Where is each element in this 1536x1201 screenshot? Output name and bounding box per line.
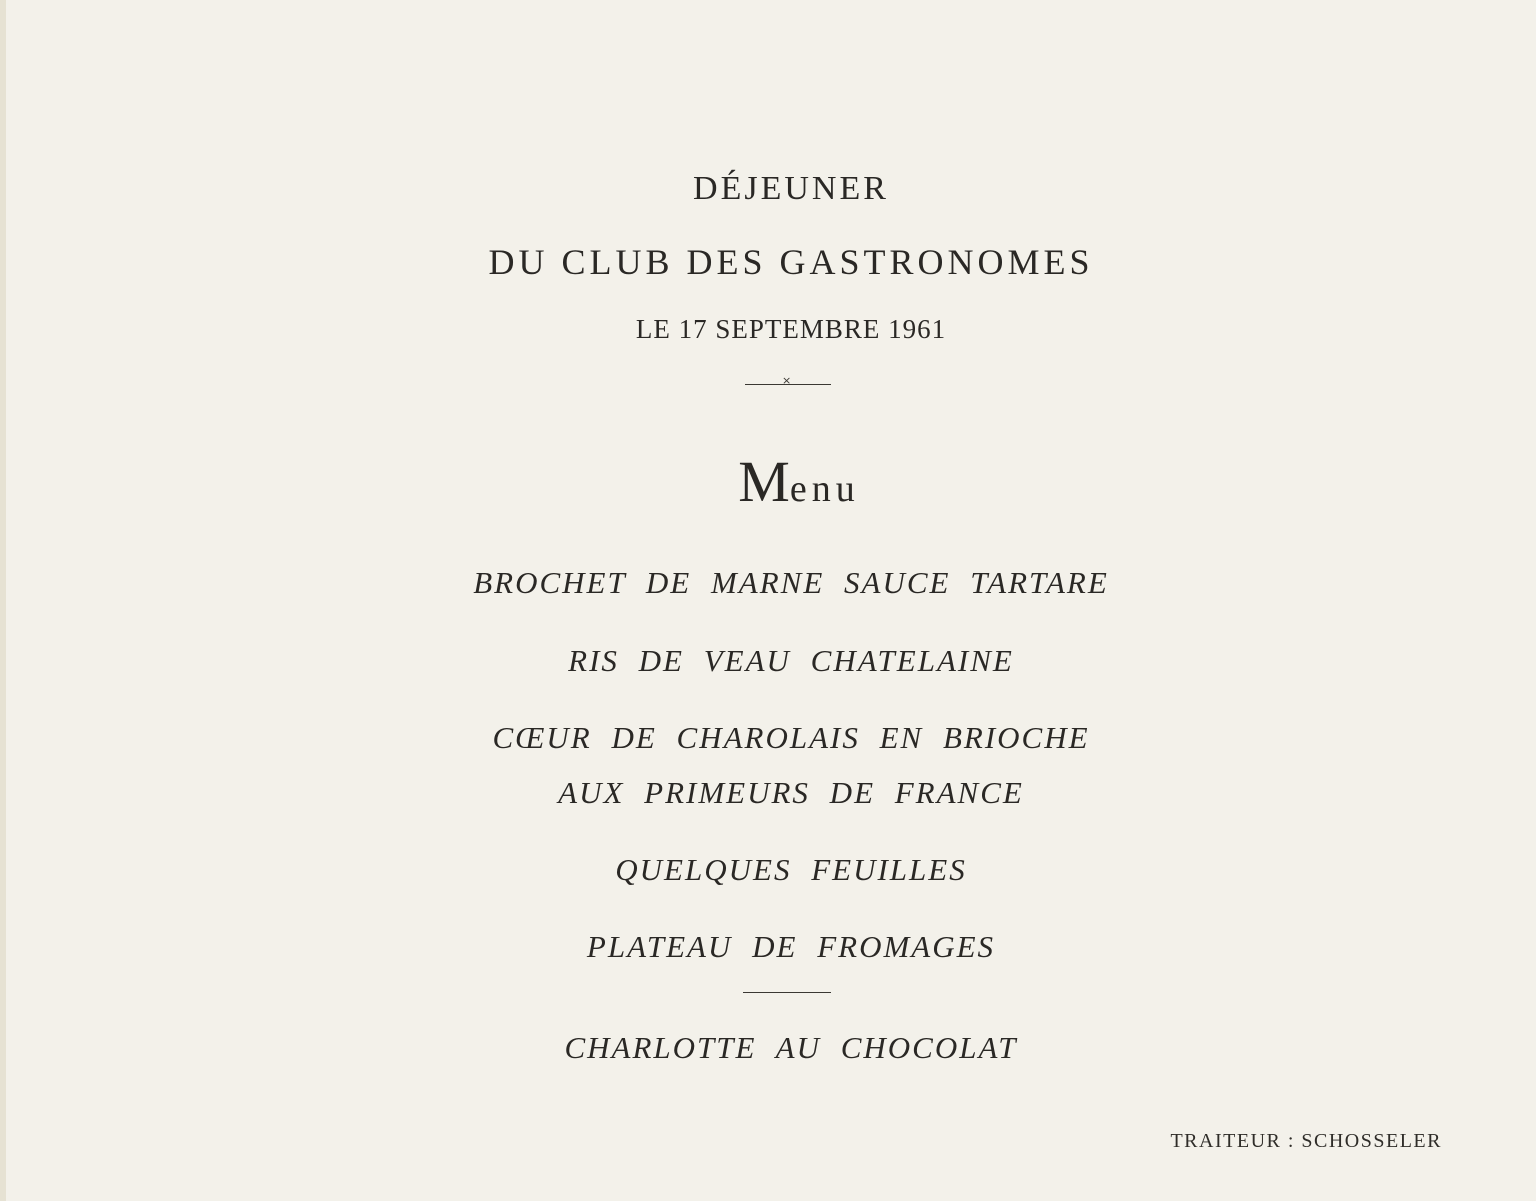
caterer-credit: TRAITEUR : SCHOSSELER [1170,1130,1442,1152]
dessert-item: CHARLOTTE AU CHOCOLAT [564,1030,1018,1065]
event-title: DÉJEUNER [693,170,889,207]
menu-heading-rest: enu [789,468,860,510]
menu-item: AUX PRIMEURS DE FRANCE [558,775,1024,810]
menu-heading-initial: M [738,449,790,514]
menu-item: CŒUR DE CHAROLAIS EN BRIOCHE [492,720,1090,755]
event-date: LE 17 SEPTEMBRE 1961 [635,314,947,344]
menu-item: QUELQUES FEUILLES [615,852,967,887]
divider-ornament-icon: × [782,374,792,387]
dessert-divider [743,992,831,993]
menu-item: RIS DE VEAU CHATELAINE [568,643,1014,678]
menu-item: PLATEAU DE FROMAGES [586,929,996,964]
club-name: DU CLUB DES GASTRONOMES [488,242,1094,282]
menu-heading [6,448,1536,515]
menu-item: BROCHET DE MARNE SAUCE TARTARE [473,565,1109,600]
